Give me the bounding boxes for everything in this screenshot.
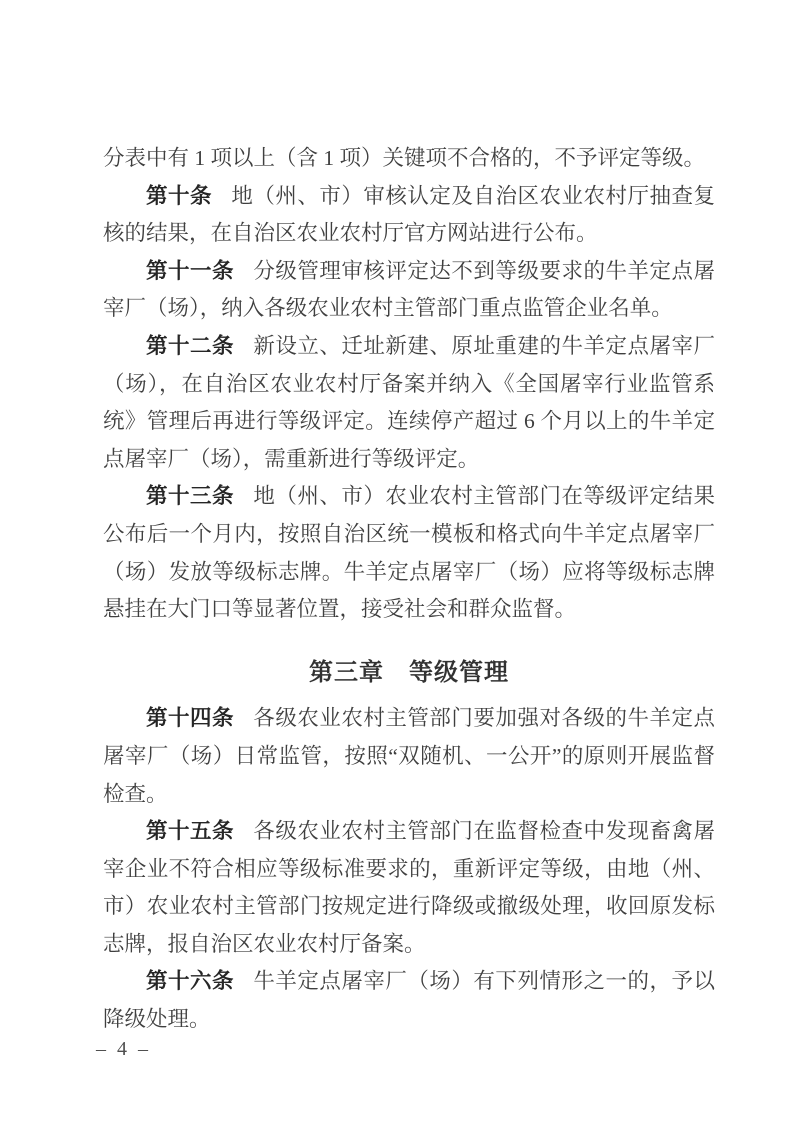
article-13-paragraph <box>103 478 715 628</box>
article-12-number: 第十二条 <box>146 333 235 358</box>
article-15-text: 各级农业农村主管部门在监督检查中发现畜禽屠宰企业不符合相应等级标准要求的，重新评定等级，由地（州、市）农业农村主管部门按规定进行降级或撤级处理，收回原发标志牌，报自治区农业农村厅备案。 <box>103 819 715 956</box>
document-body <box>103 140 715 1039</box>
article-16-text: 牛羊定点屠宰厂（场）有下列情形之一的，予以降级处理。 <box>103 969 715 1032</box>
article-10-paragraph <box>103 178 715 253</box>
article-15-paragraph <box>103 813 715 963</box>
article-11-text: 分级管理审核评定达不到等级要求的牛羊定点屠宰厂（场），纳入各级农业农村主管部门重点监管企业名单。 <box>103 258 715 321</box>
article-16-paragraph <box>103 963 715 1038</box>
intro-text: 分表中有 1 项以上（含 1 项）关键项不合格的，不予评定等级。 <box>103 146 706 170</box>
article-10-number: 第十条 <box>146 183 213 208</box>
article-13-number: 第十三条 <box>146 484 235 509</box>
article-14-text: 各级农业农村主管部门要加强对各级的牛羊定点屠宰厂（场）日常监管，按照“双随机、一公开”的原则开展监督检查。 <box>103 706 715 806</box>
article-14-paragraph <box>103 700 715 813</box>
article-13-text: 地（州、市）农业农村主管部门在等级评定结果公布后一个月内，按照自治区统一模板和格式向牛羊定点屠宰厂（场）发放等级标志牌。牛羊定点屠宰厂（场）应将等级标志牌悬挂在大门口等显著位置，接受社会和群众监督。 <box>103 484 715 622</box>
article-14-number: 第十四条 <box>146 706 235 731</box>
article-16-number: 第十六条 <box>146 969 235 994</box>
article-11-number: 第十一条 <box>146 258 235 283</box>
chapter-heading: 第三章 等级管理 <box>309 658 509 686</box>
article-12-paragraph <box>103 328 715 478</box>
article-15-number: 第十五条 <box>146 819 235 844</box>
article-10-text: 地（州、市）审核认定及自治区农业农村厅抽查复核的结果，在自治区农业农村厅官方网站进行公布。 <box>103 183 715 246</box>
article-12-text: 新设立、迁址新建、原址重建的牛羊定点屠宰厂（场），在自治区农业农村厅备案并纳入《全国屠宰行业监管系统》管理后再进行等级评定。连续停产超过 6 个月以上的牛羊定点屠宰厂（场），需重新进行等级评定。 <box>103 333 715 471</box>
article-11-paragraph <box>103 253 715 328</box>
page-number: – 4 – <box>96 1038 151 1060</box>
intro-paragraph <box>103 140 715 178</box>
